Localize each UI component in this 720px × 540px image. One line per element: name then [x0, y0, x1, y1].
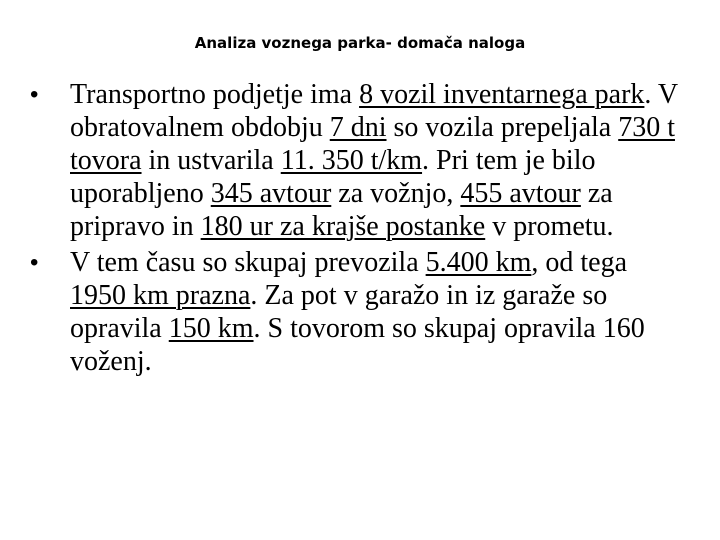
highlighted-value: 8 vozil inventarnega park	[359, 79, 645, 110]
highlighted-value: 345 avtour	[210, 178, 332, 209]
bullet-text	[70, 79, 678, 242]
text-segment: za pripravo in	[70, 178, 613, 242]
text-segment: in ustvarila	[141, 145, 281, 176]
highlighted-value: 730 t tovora	[70, 112, 675, 176]
highlighted-value: 180 ur za krajše postanke	[200, 211, 486, 242]
bullet-item-1	[26, 78, 690, 243]
text-segment: so vozila prepeljala	[386, 112, 619, 143]
highlighted-value: 1950 km prazna	[70, 280, 251, 311]
text-segment: za vožnjo,	[331, 178, 461, 209]
bullet-dot-icon: •	[30, 81, 39, 108]
text-segment: Transportno podjetje ima	[70, 79, 360, 110]
text-segment: . S tovorom so skupaj opravila 160 voženj.	[70, 313, 645, 377]
text-segment: , od tega	[531, 247, 628, 278]
highlighted-value: 7 dni	[329, 112, 387, 143]
text-segment: . V obratovalnem obdobju	[70, 79, 678, 143]
highlighted-value: 11. 350 t/km	[280, 145, 423, 176]
text-segment: v prometu.	[485, 211, 614, 242]
slide-title: Analiza voznega parka- domača naloga	[194, 34, 526, 52]
bullet-dot-icon: •	[30, 249, 39, 276]
bullet-item-2	[26, 246, 690, 378]
text-segment: V tem času so skupaj prevozila	[70, 247, 426, 278]
bullet-list	[26, 78, 690, 381]
text-segment: . Za pot v garažo in iz garaže so opravila	[70, 280, 608, 344]
highlighted-value: 5.400 km	[425, 247, 532, 278]
highlighted-value: 150 km	[168, 313, 254, 344]
highlighted-value: 455 avtour	[460, 178, 581, 209]
text-segment: . Pri tem je bilo uporabljeno	[70, 145, 596, 209]
bullet-text	[70, 247, 645, 377]
